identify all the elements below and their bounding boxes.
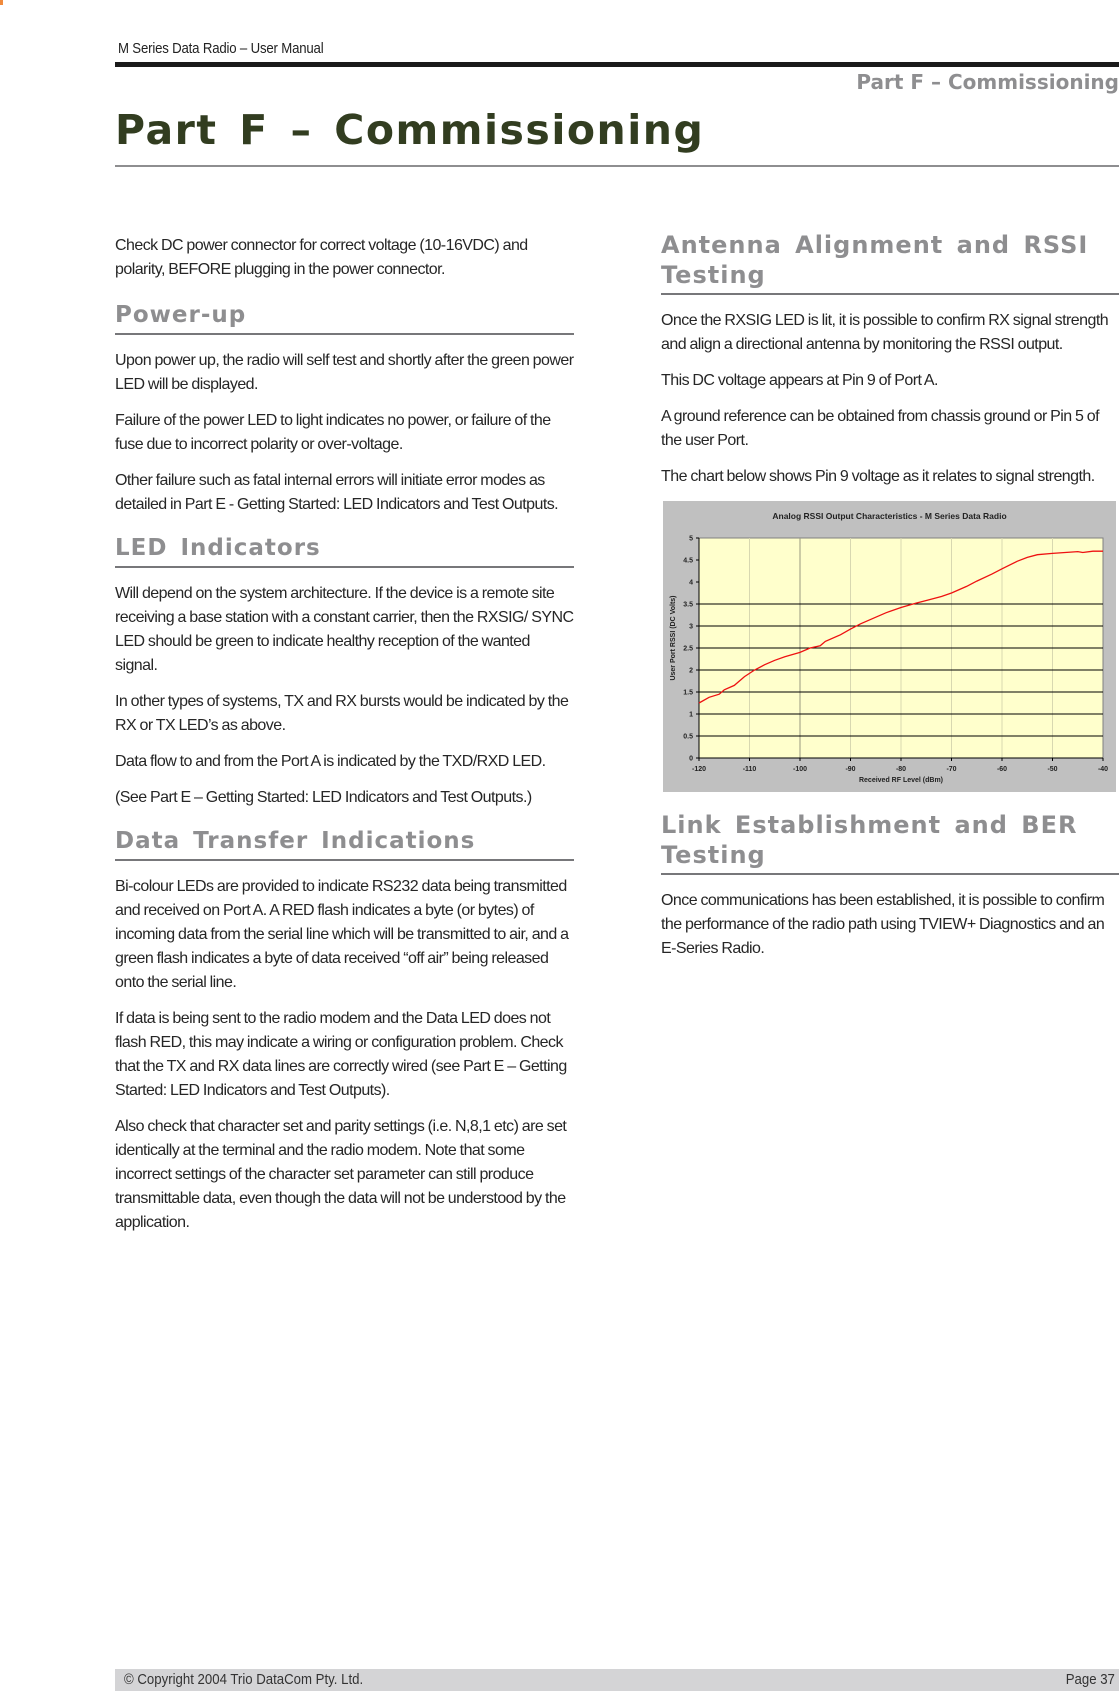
- running-head: M Series Data Radio – User Manual: [118, 40, 324, 57]
- x-tick-label: -80: [895, 766, 907, 773]
- left-column: [115, 234, 574, 1247]
- paragraph: The chart below shows Pin 9 voltage as it relates to signal strength.: [661, 468, 1095, 485]
- rssi-chart: [663, 501, 1116, 792]
- x-tick-label: -110: [742, 766, 757, 773]
- paragraph: (See Part E – Getting Started: LED Indicators and Test Outputs.): [115, 789, 532, 806]
- x-tick-label: -120: [691, 766, 707, 773]
- paragraph: Once the RXSIG LED is lit, it is possible to confirm RX signal strength and align a directional antenna by monitoring the RSSI output.: [661, 312, 1109, 353]
- y-tick-label: 4: [689, 579, 693, 587]
- paragraph: Once communications has been established, it is possible to confirm the performance of the radio path using TVIEW+ Diagnostics and an E-Series Radio.: [661, 892, 1105, 957]
- x-tick-label: -70: [946, 766, 957, 773]
- y-axis-label: User Port RSSI (DC Volts): [670, 595, 677, 681]
- y-tick-label: 2.5: [683, 645, 693, 653]
- y-tick-label: 2: [689, 667, 693, 675]
- y-tick-label: 4.5: [683, 557, 693, 565]
- x-tick-label: -100: [792, 766, 808, 773]
- paragraph: Bi-colour LEDs are provided to indicate RS232 data being transmitted and received on Port A. A RED flash indicates a byte (or bytes) of incoming data from the serial line which will be transmitted to air, and a green flash indicates a byte of data received “off air” being released onto the serial line.: [115, 878, 569, 991]
- paragraph: Will depend on the system architecture. If the device is a remote site receiving a base station with a constant carrier, then the RXSIG/ SYNC LED should be green to indicate healthy reception of the wanted signal.: [115, 585, 574, 674]
- heading-link-establishment: Link Establishment and BER Testing: [661, 810, 1119, 875]
- x-axis-label: Received RF Level (dBm): [858, 777, 944, 784]
- paragraph: Other failure such as fatal internal errors will initiate error modes as detailed in Part E - Getting Started: LED Indicators and Test Outputs.: [115, 472, 559, 513]
- y-tick-label: 3.5: [683, 601, 693, 609]
- y-tick-label: 1.5: [683, 689, 693, 697]
- paragraph: In other types of systems, TX and RX bursts would be indicated by the RX or TX LED’s as above.: [115, 693, 569, 734]
- x-tick-label: -40: [1097, 766, 1109, 773]
- paragraph: If data is being sent to the radio modem and the Data LED does not flash RED, this may indicate a wiring or configuration problem. Check that the TX and RX data lines are correctly wired (see Part E – Getting Started: LED Indicators and Test Outputs).: [115, 1010, 567, 1099]
- x-tick-label: -50: [1047, 766, 1058, 773]
- x-tick-label: -90: [845, 766, 856, 773]
- part-label: Part F – Commissioning: [856, 70, 1119, 94]
- y-tick-label: 5: [689, 535, 693, 543]
- paragraph: Failure of the power LED to light indicates no power, or failure of the fuse due to incorrect polarity or over-voltage.: [115, 412, 551, 453]
- chart-plot: [663, 501, 1116, 792]
- title-rule: [115, 165, 1119, 167]
- paragraph: Data flow to and from the Port A is indicated by the TXD/RXD LED.: [115, 753, 546, 770]
- heading-led-indicators: LED Indicators: [115, 533, 574, 568]
- copyright: © Copyright 2004 Trio DataCom Pty. Ltd.: [124, 1671, 364, 1688]
- y-tick-label: 0: [689, 755, 693, 763]
- paragraph: A ground reference can be obtained from chassis ground or Pin 5 of the user Port.: [661, 408, 1099, 449]
- y-tick-label: 3: [689, 623, 693, 631]
- corner-mark: [0, 0, 3, 5]
- page-title: Part F – Commissioning: [115, 106, 705, 154]
- header-rule: [115, 62, 1119, 67]
- y-tick-label: 1: [689, 711, 693, 719]
- heading-data-transfer-indications: Data Transfer Indications: [115, 826, 574, 861]
- right-column: [661, 230, 1119, 973]
- page-number: Page 37: [1065, 1671, 1115, 1688]
- y-tick-label: 0.5: [683, 733, 693, 741]
- intro-paragraph: Check DC power connector for correct voltage (10-16VDC) and polarity, BEFORE plugging in the power connector.: [115, 237, 528, 278]
- heading-antenna-alignment: Antenna Alignment and RSSI Testing: [661, 230, 1119, 295]
- paragraph: This DC voltage appears at Pin 9 of Port A.: [661, 372, 938, 389]
- paragraph: Also check that character set and parity settings (i.e. N,8,1 etc) are set identically at the terminal and the radio modem. Note that some incorrect settings of the character set parameter can still produce transmittable data, even though the data will not be understood by the application.: [115, 1118, 567, 1231]
- chart-title: Analog RSSI Output Characteristics - M Series Data Radio: [772, 511, 1007, 521]
- x-tick-label: -60: [996, 766, 1008, 773]
- heading-power-up: Power-up: [115, 300, 574, 335]
- paragraph: Upon power up, the radio will self test and shortly after the green power LED will be displayed.: [115, 352, 574, 393]
